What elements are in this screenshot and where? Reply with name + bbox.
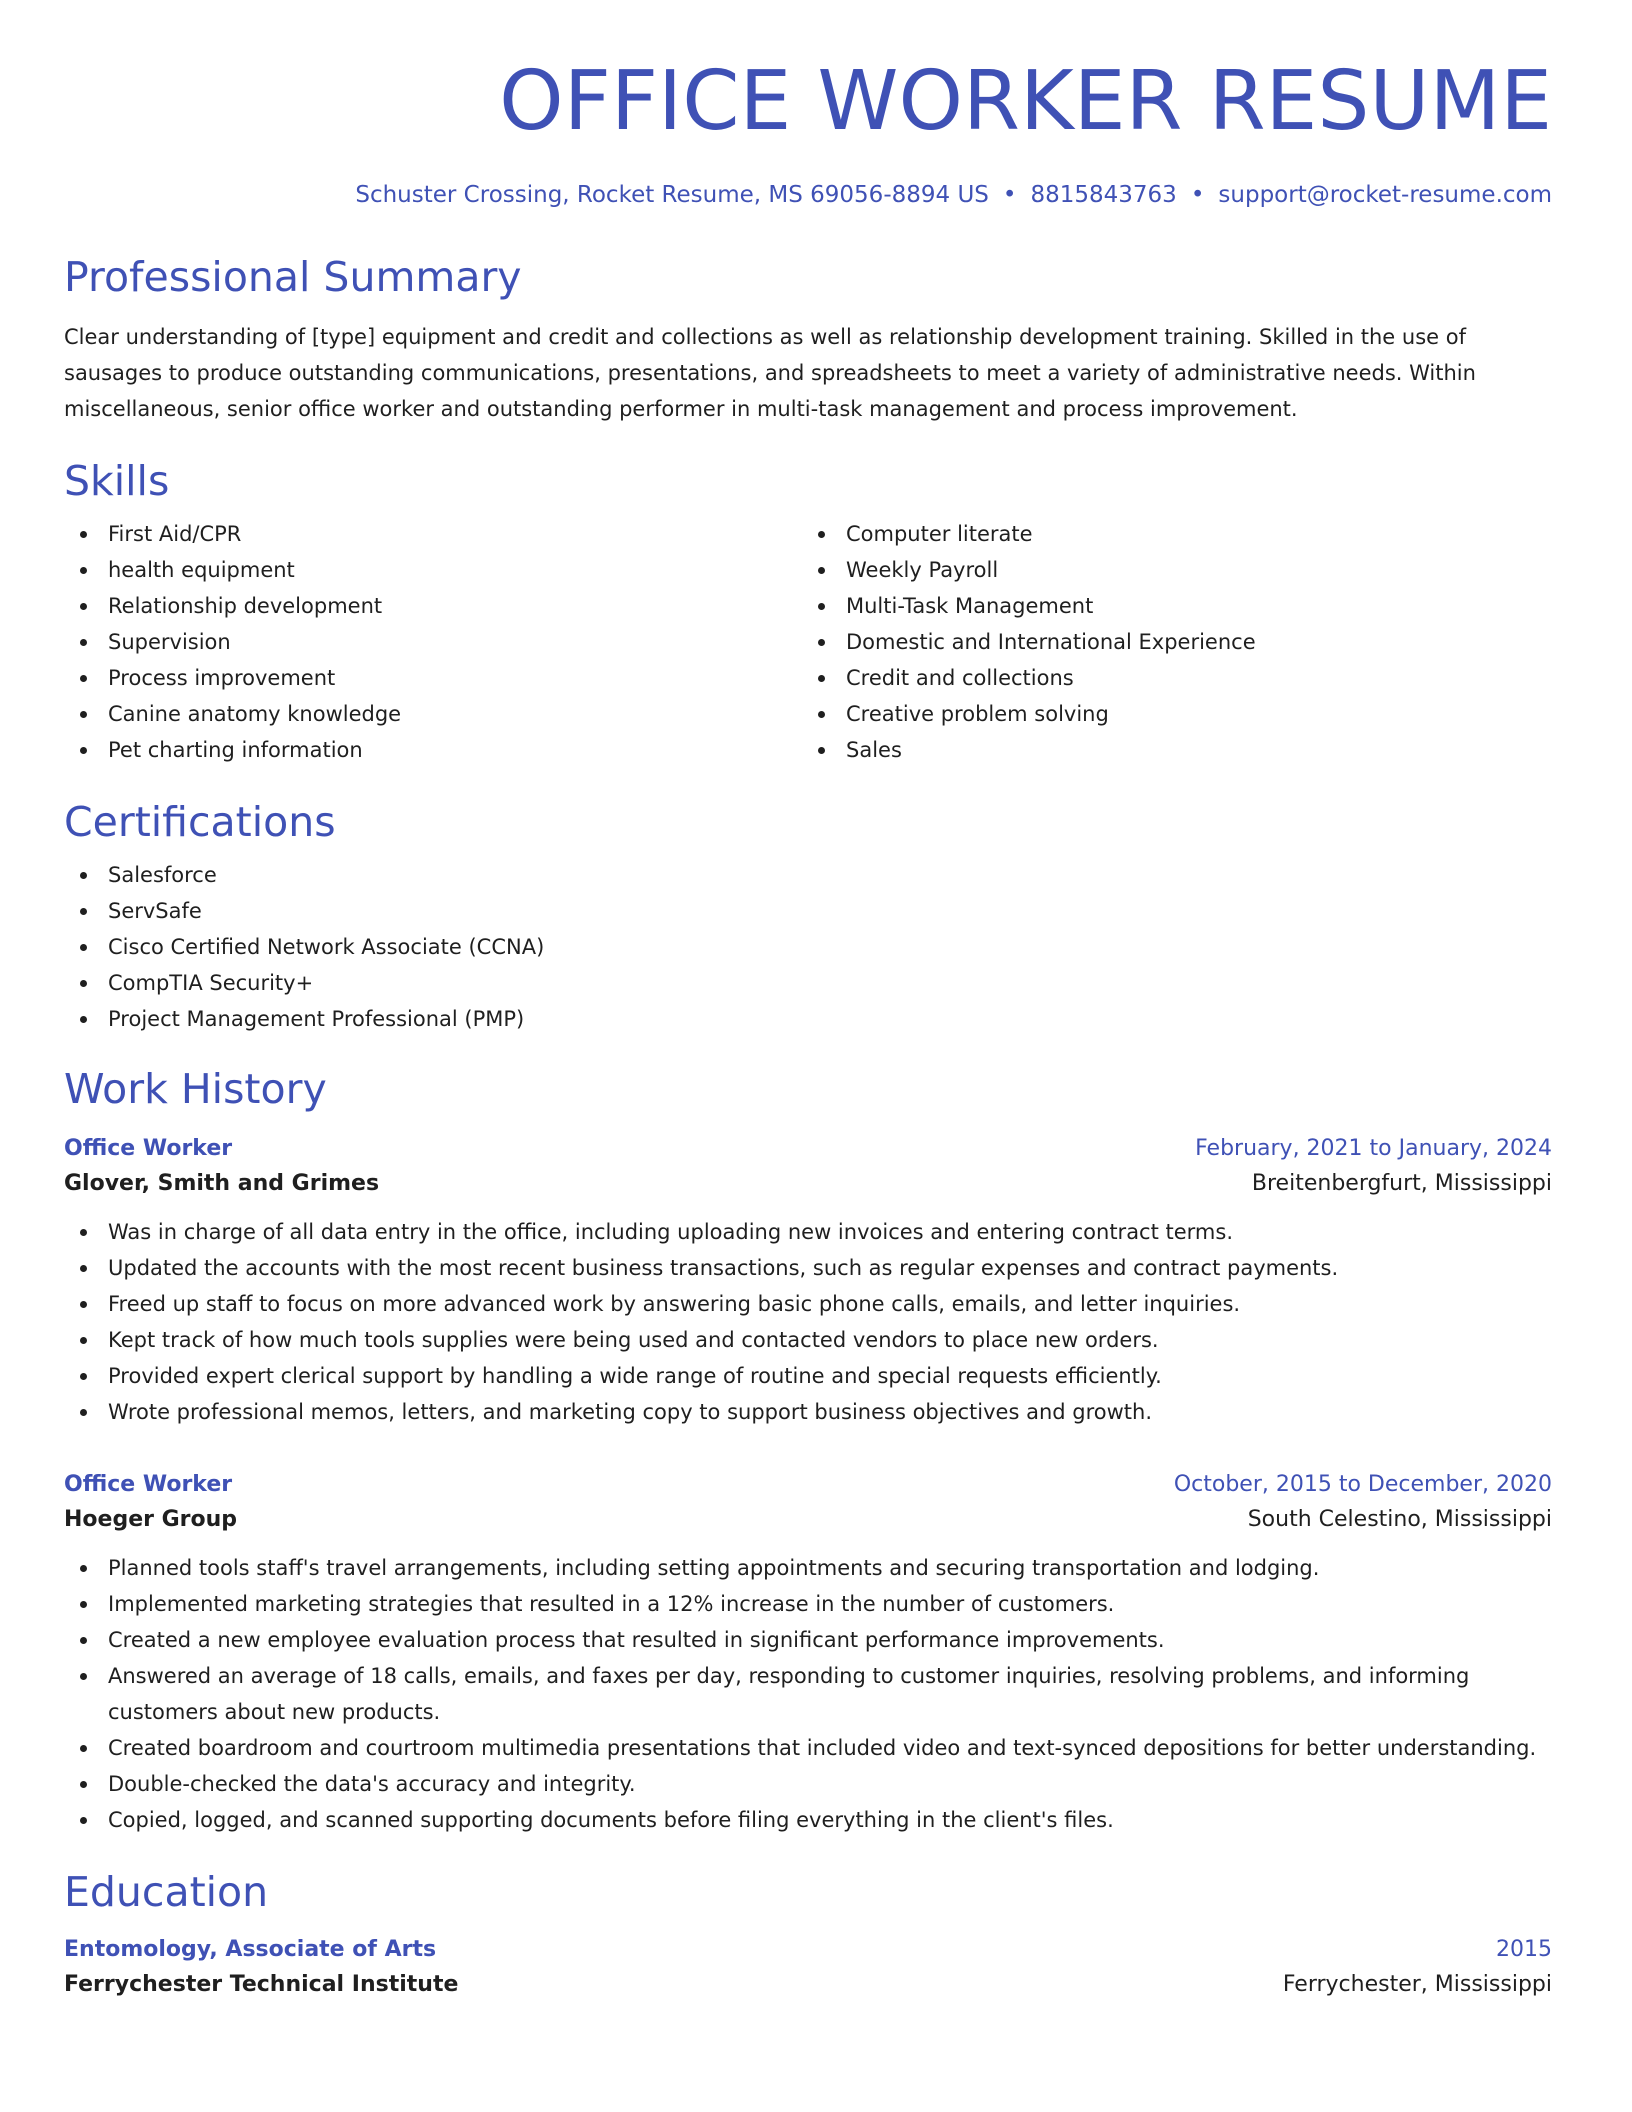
job-title: Office Worker [64, 1472, 233, 1498]
skill-item: Pet charting information [64, 732, 802, 768]
education-school-row [64, 1967, 1552, 2003]
job-company-row [64, 1166, 1552, 1202]
skill-item: Weekly Payroll [802, 552, 1540, 588]
job-entry [64, 1132, 1552, 1430]
job-title-row [64, 1132, 1552, 1166]
skill-item: Credit and collections [802, 660, 1540, 696]
skills-columns [64, 516, 1552, 768]
job-bullet: Freed up staff to focus on more advanced work by answering basic phone calls, emails, and letter inquiries. [64, 1286, 1552, 1322]
skill-item: First Aid/CPR [64, 516, 802, 552]
resume-title: OFFICE WORKER RESUME [499, 54, 1552, 149]
education-school: Ferrychester Technical Institute [64, 1972, 459, 1998]
skill-item: Supervision [64, 624, 802, 660]
skill-item: health equipment [64, 552, 802, 588]
job-title: Office Worker [64, 1136, 233, 1162]
job-bullet: Created boardroom and courtroom multimedia presentations that included video and text-synced depositions for better understanding. [64, 1730, 1552, 1766]
skills-section [64, 457, 1552, 768]
job-bullet: Was in charge of all data entry in the office, including uploading new invoices and entering contract terms. [64, 1214, 1552, 1250]
job-bullet: Planned tools staff's travel arrangements, including setting appointments and securing transportation and lodging. [64, 1550, 1552, 1586]
job-dates: February, 2021 to January, 2024 [1195, 1136, 1552, 1162]
certification-item: ServSafe [64, 893, 1552, 929]
job-bullet: Created a new employee evaluation process that resulted in significant performance improvements. [64, 1622, 1552, 1658]
skills-list-left [64, 516, 802, 768]
job-dates: October, 2015 to December, 2020 [1173, 1472, 1552, 1498]
separator-dot: • [1190, 181, 1205, 208]
job-bullet: Updated the accounts with the most recent business transactions, such as regular expenses and contract payments. [64, 1250, 1552, 1286]
skill-item: Sales [802, 732, 1540, 768]
skill-item: Computer literate [802, 516, 1540, 552]
education-section [64, 1868, 1552, 2003]
certification-item: Cisco Certified Network Associate (CCNA) [64, 929, 1552, 965]
job-company: Glover, Smith and Grimes [64, 1171, 380, 1197]
contact-phone: 8815843763 [1030, 181, 1177, 208]
job-bullet: Answered an average of 18 calls, emails, and faxes per day, responding to customer inquiries, resolving problems, and informing customers about new products. [64, 1658, 1552, 1730]
skill-item: Domestic and International Experience [802, 624, 1540, 660]
education-year: 2015 [1496, 1937, 1552, 1963]
job-company-row [64, 1502, 1552, 1538]
education-degree: Entomology, Associate of Arts [64, 1937, 437, 1963]
contact-email[interactable]: support@rocket-resume.com [1218, 181, 1552, 208]
education-heading: Education [64, 1868, 269, 1917]
education-degree-row [64, 1933, 1552, 1967]
job-bullet: Copied, logged, and scanned supporting documents before filing everything in the client's files. [64, 1802, 1552, 1838]
certifications-section [64, 798, 1552, 1037]
education-entry [64, 1933, 1552, 2003]
summary-section [64, 253, 1552, 426]
certifications-heading: Certifications [64, 797, 336, 846]
job-location: Breitenbergfurt, Mississippi [1251, 1171, 1552, 1197]
summary-heading: Professional Summary [64, 253, 522, 302]
certification-item: Project Management Professional (PMP) [64, 1001, 1552, 1037]
education-location: Ferrychester, Mississippi [1282, 1972, 1552, 1998]
contact-line [64, 182, 1552, 210]
job-title-row [64, 1468, 1552, 1502]
job-location: South Celestino, Mississippi [1247, 1507, 1552, 1533]
job-bullet: Provided expert clerical support by handling a wide range of routine and special requests efficiently. [64, 1358, 1552, 1394]
skills-list-right [802, 516, 1540, 768]
work-history-heading: Work History [64, 1064, 327, 1113]
job-entry [64, 1468, 1552, 1838]
certifications-list [64, 857, 1552, 1037]
job-bullet: Kept track of how much tools supplies were being used and contacted vendors to place new orders. [64, 1322, 1552, 1358]
job-bullet: Double-checked the data's accuracy and integrity. [64, 1766, 1552, 1802]
job-bullet: Wrote professional memos, letters, and marketing copy to support business objectives and growth. [64, 1394, 1552, 1430]
skill-item: Canine anatomy knowledge [64, 696, 802, 732]
job-company: Hoeger Group [64, 1507, 238, 1533]
skill-item: Process improvement [64, 660, 802, 696]
summary-text: Clear understanding of [type] equipment and credit and collections as well as relationship development training. Skilled in the use of sausages to produce outstanding communications, presentations, and spreadsheets to meet a variety of administrative needs. Within miscellaneous, senior office worker and outstanding performer in multi-task management and process improvement. [64, 324, 1476, 421]
skills-heading: Skills [64, 456, 170, 505]
skill-item: Creative problem solving [802, 696, 1540, 732]
resume-header [64, 56, 1552, 209]
separator-dot: • [1002, 181, 1017, 208]
contact-address: Schuster Crossing, Rocket Resume, MS 69056-8894 US [355, 181, 989, 208]
job-bullet: Implemented marketing strategies that resulted in a 12% increase in the number of customers. [64, 1586, 1552, 1622]
skill-item: Relationship development [64, 588, 802, 624]
job-bullets [64, 1214, 1552, 1430]
work-history-section [64, 1065, 1552, 1838]
certification-item: Salesforce [64, 857, 1552, 893]
certification-item: CompTIA Security+ [64, 965, 1552, 1001]
skill-item: Multi-Task Management [802, 588, 1540, 624]
job-bullets [64, 1550, 1552, 1838]
